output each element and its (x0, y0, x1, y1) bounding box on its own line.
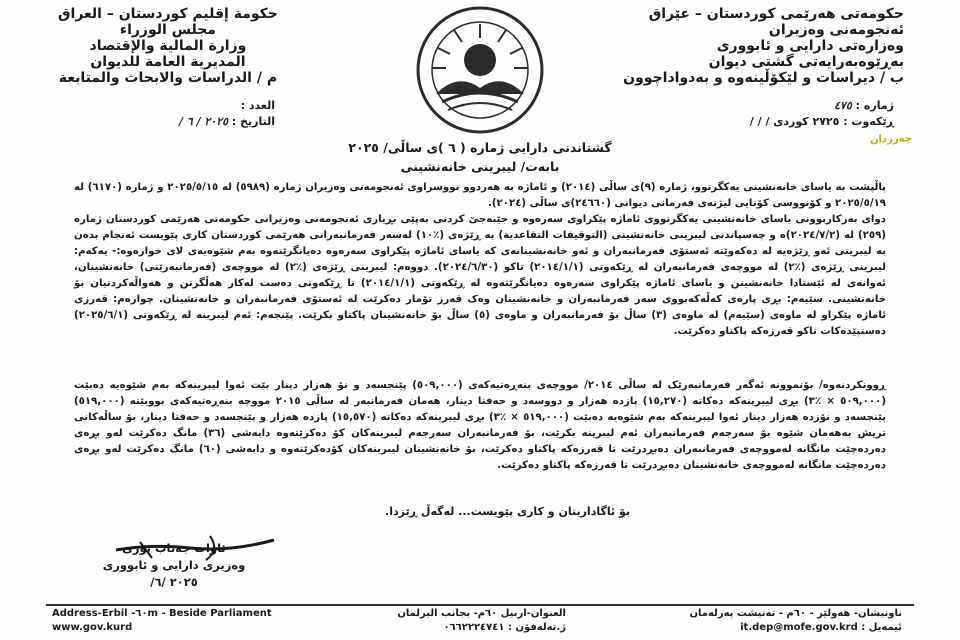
number-label-ku: ژمارە : (855, 99, 894, 112)
signer-date: ٢٠٢٥ /٦/ (150, 575, 198, 589)
footer-email-link[interactable]: it.dep@mofe.gov.krd (740, 622, 858, 633)
footer-divider (46, 604, 914, 606)
header-ar-line-5: م / الدراسات والابحاث والمتابعة (58, 70, 278, 86)
date-value-ar: ٢٠٢٥ / ٦ / (178, 115, 229, 128)
header-ku-line-4: بەڕێوەبەرایەتی گشتی دیوان (708, 54, 904, 70)
body-paragraph-2: دوای بەرکاربوونی یاسای خانەنشینی یەکگرتووی ئاماژە پێکراوی سەرەوە و جێبەجێ کردنی بەپێی بڕیاری ئەنجومەنی وەزیرانی حکومەتی هەرێمی کوردستان ژمارە (٢٥٩) لە (٢٠٢٤/٧/٢)ە و چەسپاندنی لیبرینی خانەنشینی (التوقيفات التقاعدية) بە ڕێژەی (٪١٠) لەسەر فەرمانبەرانی هەرێمی کوردستان کاری پێویست ئەنجام بدەن بە لیبرینی ئەو ڕێژەیە لە دەکەوێتە ئەستۆی فەرمانبەران و ئەو خانەنشینانەی کە یاسای ئاماژە پێکراوی سەرەوە دەیانگرێتەوە بەم شێوەیەی لای خوارەوە:- یەکەم: لیبرینی ڕێژەی (٪٢) لە مووچەی فەرمانبەران لە ڕێکەوتی (٢٠١٤/١/١) تاکو (٢٠٢٤/٦/٣٠). دووەم: لیبرینی ڕێژەی (٪٢) لە مووچەی (فەرمانبەرێتی) خانەنشینان، ئەوانەی لە ئێستادا خانەنشینن و یاسای ئاماژە پێکراوی سەرەوە دەیانگرێتەوە لە ڕێکەوتی (٢٠١٤/١/١) تا ڕێکەوتی دەست لەکار هەڵگرتن و هەواڵەکردنیان بۆ خانەنشینی. سێیەم: بڕی پارەی کەڵەکەبووی سەر فەرمانبەران و خانەنشینان وەک قەرز تۆمار دەکرێت لە ئەستۆی فەرمانبەران و خانەنشینان. چوارەم: قەرزی ئاماژە پێکراو لە ماوەی (سێیەم) لە ماوەی (٣) ساڵ بۆ فەرمانبەران و ماوەی (٥) ساڵ بۆ خانەنشینان پاکتاو بکرێت. پێنجەم: ئەم لیبرینە لە ڕێکەوتی (٢٠٢٥/٦/١) دەستپێدەکات تاکو قەرزەکە پاکتاو دەکرێت. (74, 214, 886, 337)
header-ku-line-5: ب / دیراسات و لێکۆڵینەوە و بەدواداچوون (623, 70, 904, 86)
header-ku-line-3: وەزارەتی دارایی و ئابووری (716, 38, 904, 54)
circular-title: گشتاندنی دارایی ژمارە ( ٦ )ی ساڵی/ ٢٠٢٥ (348, 140, 612, 155)
footer-phone: ژ.تەلەفۆن : ٠٦٦٢٢٢٤٧٤١ (443, 622, 566, 633)
body-paragraph-3: ڕوونکردنەوە/ بۆنموونە ئەگەر فەرمانبەرێک لە ساڵی ٢٠١٤/ مووچەی بنەڕەتیەکەی (٥٠٩,٠٠٠) پێنجسەد و نۆ هەزار دینار بێت ئەوا لیبرینەکە بەم شێوەیە دەبێت (٥٠٩,٠٠٠ × ٪٣) بڕی لیبرینەکە دەکاتە (١٥,٢٧٠) پازدە هەزار و دووسەد و حەفتا دینار، هەمان فەرمانبەر لە ساڵی ٢٠١٥ مووچە بنەڕەتیەکەی بووبێتە (٥١٩,٠٠٠) پێنجسەد و نۆزدە هەزار دینار ئەوا لیبرینەکە بەم شێوەیە دەبێت (٥١٩,٠٠٠ × ٪٣) بڕی لیبرینەکە دەکاتە (١٥,٥٧٠) پازدە هەزار و پێنجسەد و حەفتا دینار، بۆ ساڵەکانی تریش بەهەمان شێوە بۆ سەرجەم فەرمانبەران ئەم لیبرینە بکرێت، بۆ فەرمانبەران سەرجەم لیبرینەکان کۆ دەکرێتەوە دابەشی (٣٦) مانگ دەکرێت لەو بڕەی دەردەچێت مانگانە لەمووچەی فەرمانبەران دەبڕدرێت تا قەرزەکە پاکتاو دەکرێت، بۆ خانەنشینان لیبرینەکان کۆدەکرێتەوە و دابەشی (٦٠) مانگ دەکرێت لەو بڕەی دەردەچێت مانگانە لەمووچەی خانەنشینان دەبڕدرێت تا قەرزەکە پاکتاو دەکرێت. (74, 380, 887, 471)
footer-address-ar: العنوان-اربيل ٦٠م- بجانب البرلمان (397, 608, 566, 619)
meta-arabic (120, 98, 275, 130)
header-ku-line-1: حکومەتی هەرێمی کوردستان – عێراق (648, 6, 904, 22)
signer-block (84, 540, 264, 591)
footer-address-en: Address-Erbil -٦٠m - Beside Parliament (52, 608, 272, 619)
header-ku-line-2: ئەنجومەنی وەزیران (768, 22, 904, 38)
header-kurdish (623, 6, 904, 86)
body-paragraph-1: پاڵپشت بە یاسای خانەنشینی یەکگرتوو، ژمارە (٩)ی ساڵی (٢٠١٤) و ئاماژە بە هەردوو نووسراوی ئەنجومەنی وەزیران ژمارە (٥٩٨٩) لە ٢٠٢٥/٥/١٥ و ژمارە (٦١٧٠) لە ٢٠٢٥/٥/١٩ و کۆنووسی کۆتایی لیژنەی فەرمانی دیوانی (٢٤٦٦٠)ی ساڵی (٢٠٢٤). (74, 182, 886, 209)
number-value-ku: ٤٧٥ (834, 99, 852, 112)
footer-english (52, 607, 272, 635)
circular-subject: بابەت/ لیبرینی خانەنشینی (400, 159, 560, 174)
footer-email-label: ئیمەیل : (861, 622, 902, 633)
header-ar-line-3: وزارة المالية والإقتصاد (89, 38, 247, 54)
closing-line: بۆ ئاگاداریتان و کاری پێویست... لەگەڵ ڕێزدا. (385, 505, 630, 518)
handwritten-note: چەرزدان (869, 133, 913, 146)
footer-arabic (386, 607, 566, 635)
footer-kurdish (690, 607, 902, 635)
number-label-ar: العدد : (240, 99, 275, 112)
meta-kurdish (684, 98, 894, 130)
ministry-seal-logo (392, 2, 568, 138)
date-value-ku: ٢٧٢٥ کوردی / / / (749, 115, 840, 128)
footer-website-link[interactable]: www.gov.kurd (52, 622, 133, 633)
signer-title: وەزیری دارایی و ئابووری (102, 558, 246, 572)
signer-name: ئاوات جەناب نوری (122, 541, 226, 555)
footer-address-ku: ناونیشان- هەولێر - ٦٠م - تەنیشت پەرلەمان (689, 608, 902, 619)
date-label-ku: ڕێکەوت : (843, 115, 894, 128)
date-label-ar: التاريخ : (231, 115, 275, 128)
header-arabic (58, 6, 278, 86)
header-ar-line-4: المديرية العامة للديوان (90, 54, 246, 70)
header-ar-line-2: مجلس الوزراء (119, 22, 216, 38)
header-ar-line-1: حكومة إقليم كوردستان – العراق (58, 6, 278, 22)
